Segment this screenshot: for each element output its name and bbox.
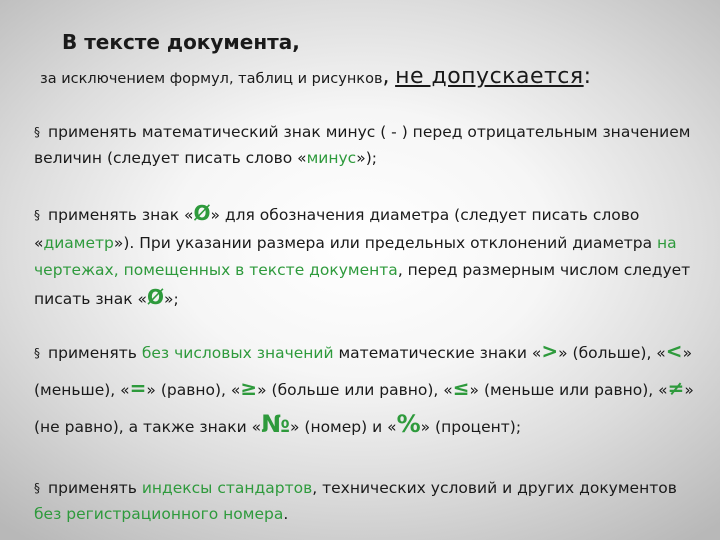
list-item-2: [34, 200, 704, 313]
item-text: » (больше или равно), «: [257, 381, 453, 399]
item-text: математические знаки «: [333, 344, 542, 362]
greater-symbol: >: [541, 339, 559, 363]
item-text: , перед размерным числом следует писать знак «: [34, 261, 691, 308]
item-text: » (равно), «: [146, 381, 241, 399]
title-colon: :: [583, 64, 592, 89]
title-subtext: за исключением формул, таблиц и рисунков: [40, 71, 383, 87]
item-text: » (номер) и «: [289, 418, 397, 436]
item-text: » (меньше или равно), «: [469, 381, 668, 399]
less-symbol: <: [665, 339, 683, 363]
item-text: »);: [356, 149, 377, 167]
percent-symbol: %: [396, 410, 421, 438]
bullet-icon: §: [34, 125, 40, 139]
list-item-3: [34, 334, 704, 444]
item-text: » (не равно), а также знаки «: [34, 381, 694, 436]
item-text: »). При указании размера или предельных отклонений диаметра: [113, 234, 658, 252]
highlight-text: без числовых значений: [141, 344, 334, 362]
highlight-text: минус: [306, 149, 357, 167]
title-comma: ,: [382, 64, 390, 89]
item-text: » (меньше), «: [34, 344, 693, 399]
diameter-symbol: Ø: [193, 201, 211, 225]
title-emphasis: не допускается: [395, 64, 584, 89]
item-text: применять знак «: [48, 206, 194, 224]
title-text: В тексте документа,: [62, 30, 300, 54]
diameter-symbol: Ø: [146, 285, 164, 309]
item-text: применять: [48, 344, 142, 362]
not-equal-symbol: ≠: [667, 376, 685, 400]
bullet-icon: §: [34, 346, 40, 360]
item-text: .: [283, 505, 289, 523]
highlight-text: индексы стандартов: [141, 479, 313, 497]
list-item-1: [34, 120, 704, 171]
equals-symbol: =: [129, 376, 147, 400]
item-text: , технических условий и других документов: [312, 479, 677, 497]
bullet-icon: §: [34, 208, 40, 222]
item-text: » (больше), «: [558, 344, 666, 362]
title-line-1: [62, 30, 300, 54]
item-text: » (процент);: [420, 418, 522, 436]
list-item-4: [34, 476, 704, 527]
less-equal-symbol: ≤: [452, 376, 470, 400]
highlight-text: без регистрационного номера: [34, 505, 284, 523]
title-line-2: [40, 64, 591, 89]
item-text: применять математический знак минус ( - ) перед отрицательным значением величин (следует писать слово «: [34, 123, 691, 167]
item-text: »;: [163, 290, 179, 308]
highlight-text: на чертежах, помещенных в тексте документа: [34, 234, 677, 279]
item-text: » для обозначения диаметра (следует писать слово «: [34, 206, 640, 252]
bullet-icon: §: [34, 481, 40, 495]
highlight-text: диаметр: [43, 234, 114, 252]
item-text: применять: [48, 479, 142, 497]
greater-equal-symbol: ≥: [240, 376, 258, 400]
numero-symbol: №: [261, 410, 290, 438]
